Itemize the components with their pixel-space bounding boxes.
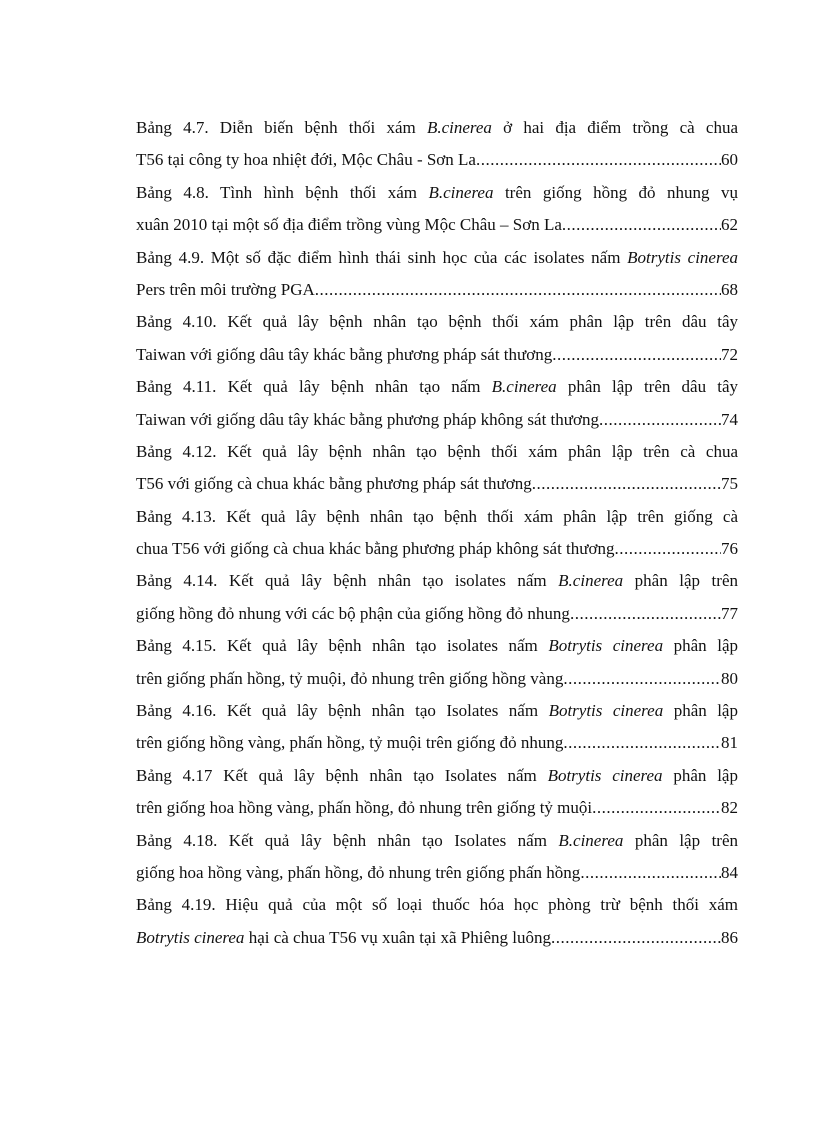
toc-entry-text: Bảng 4.12. Kết quả lây bệnh nhân tạo bệnh thối xám phân lập trên cà chua: [136, 441, 738, 461]
toc-entry-line-2: [136, 598, 738, 630]
toc-entry-italic-text: B.cinerea: [428, 182, 494, 202]
dot-leader: [599, 404, 721, 436]
toc-entry-italic-text: Botrytis cinerea: [548, 701, 664, 721]
toc-page-number: 77: [721, 603, 738, 623]
toc-entry-text: Bảng 4.15. Kết quả lây bệnh nhân tạo isolates nấm: [136, 636, 549, 656]
toc-entry-text: Taiwan với giống dâu tây khác bằng phương pháp sát thương: [136, 344, 553, 364]
toc-entry-line-2: [136, 404, 738, 436]
toc-entry[interactable]: [136, 889, 738, 954]
toc-entry-text: giống hoa hồng vàng, phấn hồng, đỏ nhung trên giống phấn hồng: [136, 862, 581, 882]
toc-entry[interactable]: [136, 306, 738, 371]
toc-entry-text: trên giống hoa hồng vàng, phấn hồng, đỏ nhung trên giống tỷ muội: [136, 798, 593, 818]
toc-entry-italic-text: Botrytis cinerea: [136, 927, 245, 947]
toc-entry-text: trên giống hồng vàng, phấn hồng, tỷ muội trên giống đỏ nhung: [136, 733, 564, 753]
toc-entry-text: Bảng 4.11. Kết quả lây bệnh nhân tạo nấm: [136, 377, 492, 397]
toc-page-number: 86: [721, 927, 738, 947]
toc-entry-text: Bảng 4.13. Kết quả lây bệnh nhân tạo bệnh thối xám phân lập trên giống cà: [136, 506, 738, 526]
dot-leader: [562, 209, 721, 241]
toc-entry-text: Bảng 4.16. Kết quả lây bệnh nhân tạo Isolates nấm: [136, 701, 549, 721]
toc-entry-line-1: [136, 112, 738, 144]
toc-entry-text: Bảng 4.9. Một số đặc điểm hình thái sinh học của các isolates nấm: [136, 247, 628, 267]
toc-entry-text: T56 tại công ty hoa nhiệt đới, Mộc Châu - Sơn La: [136, 150, 476, 170]
toc-entry-line-2: [136, 468, 738, 500]
dot-leader: [592, 792, 721, 824]
toc-entry-text-group: [136, 598, 570, 630]
toc-entry-italic-text: B.cinerea: [558, 571, 624, 591]
toc-entry-text: Bảng 4.17 Kết quả lây bệnh nhân tạo Isolates nấm: [136, 765, 548, 785]
toc-page-number: 68: [721, 279, 738, 299]
toc-entry-line-1: [136, 825, 738, 857]
toc-entry-text: T56 với giống cà chua khác bằng phương pháp sát thương: [136, 474, 532, 494]
toc-entry-text: hại cà chua T56 vụ xuân tại xã Phiêng luông: [244, 927, 551, 947]
toc-entry-text: phân lập: [663, 636, 738, 656]
toc-entry-text-group: [136, 209, 562, 241]
toc-entry-line-1: [136, 242, 738, 274]
dot-leader: [570, 598, 721, 630]
toc-entry-text-group: [136, 339, 552, 371]
toc-entry-italic-text: B.cinerea: [426, 118, 492, 137]
toc-entry-line-1: [136, 565, 738, 597]
toc-entry-text: Bảng 4.7. Diễn biến bệnh thối xám: [136, 118, 427, 137]
toc-entry[interactable]: [136, 371, 738, 436]
toc-entry-line-2: [136, 339, 738, 371]
dot-leader: [563, 663, 721, 695]
toc-entry-text: phân lập: [662, 765, 738, 785]
toc-entry-text: Bảng 4.8. Tình hình bệnh thối xám: [136, 182, 429, 202]
toc-entry-text: xuân 2010 tại một số địa điểm trồng vùng Mộc Châu – Sơn La: [136, 215, 562, 235]
dot-leader: [551, 922, 721, 954]
dot-leader: [614, 533, 721, 565]
toc-page-number: 72: [721, 344, 738, 364]
toc-entry[interactable]: [136, 242, 738, 307]
toc-entry[interactable]: [136, 760, 738, 825]
toc-entry-text: phân lập: [663, 701, 738, 721]
toc-entry-text: ở hai địa điểm trồng cà chua: [491, 118, 738, 137]
toc-page-number: 62: [721, 215, 738, 235]
dot-leader: [532, 468, 721, 500]
dot-leader: [315, 274, 721, 306]
toc-entry-line-2: [136, 857, 738, 889]
toc-entry-text: Pers trên môi trường PGA: [136, 279, 315, 299]
toc-entry-line-1: [136, 306, 738, 338]
toc-entry-text-group: [136, 792, 592, 824]
toc-entry-text: giống hồng đỏ nhung với các bộ phận của giống hồng đỏ nhung: [136, 603, 570, 623]
table-of-tables: [136, 112, 738, 954]
toc-entry-line-1: [136, 371, 738, 403]
toc-entry[interactable]: [136, 825, 738, 890]
toc-entry[interactable]: [136, 630, 738, 695]
toc-entry-line-2: [136, 792, 738, 824]
toc-entry-text: phân lập trên: [623, 571, 738, 591]
toc-page-number: 60: [721, 150, 738, 170]
toc-entry-text: chua T56 với giống cà chua khác bằng phương pháp không sát thương: [136, 539, 615, 559]
toc-entry-line-1: [136, 889, 738, 921]
toc-entry-line-1: [136, 177, 738, 209]
toc-page-number: 76: [721, 539, 738, 559]
toc-entry-text: phân lập trên: [623, 830, 738, 850]
toc-entry[interactable]: [136, 177, 738, 242]
toc-entry-line-1: [136, 501, 738, 533]
toc-entry[interactable]: [136, 112, 738, 177]
toc-entry-italic-text: Botrytis cinerea: [548, 636, 664, 656]
toc-entry-line-2: [136, 144, 738, 176]
toc-entry-text: Bảng 4.19. Hiệu quả của một số loại thuốc hóa học phòng trừ bệnh thối xám: [136, 895, 738, 915]
toc-entry-text: Bảng 4.10. Kết quả lây bệnh nhân tạo bệnh thối xám phân lập trên dâu tây: [136, 312, 738, 332]
toc-entry-italic-text: B.cinerea: [491, 377, 557, 397]
toc-page-number: 82: [721, 798, 738, 818]
dot-leader: [563, 727, 721, 759]
toc-entry-text-group: [136, 857, 580, 889]
toc-entry-text-group: [136, 727, 563, 759]
toc-entry-text: Taiwan với giống dâu tây khác bằng phương pháp không sát thương: [136, 409, 599, 429]
toc-page-number: 84: [721, 862, 738, 882]
toc-entry-italic-text: Botrytis cinerea: [627, 247, 738, 267]
toc-entry-text: trên giống hồng đỏ nhung vụ: [493, 182, 738, 202]
toc-entry[interactable]: [136, 565, 738, 630]
toc-entry-text: Bảng 4.14. Kết quả lây bệnh nhân tạo isolates nấm: [136, 571, 559, 591]
toc-entry-text-group: [136, 663, 563, 695]
toc-entry-text-group: [136, 274, 315, 306]
toc-entry-line-1: [136, 630, 738, 662]
toc-entry-line-2: [136, 727, 738, 759]
toc-entry-line-1: [136, 436, 738, 468]
toc-page-number: 74: [721, 409, 738, 429]
toc-entry-text: phân lập trên dâu tây: [556, 377, 738, 397]
toc-page-number: 80: [721, 668, 738, 688]
toc-entry-text-group: [136, 404, 599, 436]
toc-entry-line-2: [136, 274, 738, 306]
toc-entry-line-2: [136, 533, 738, 565]
dot-leader: [580, 857, 721, 889]
toc-entry-line-2: [136, 209, 738, 241]
toc-page-number: 81: [721, 733, 738, 753]
toc-entry-text: Bảng 4.18. Kết quả lây bệnh nhân tạo Isolates nấm: [136, 830, 559, 850]
toc-entry[interactable]: [136, 695, 738, 760]
toc-entry-text-group: [136, 922, 551, 954]
toc-entry-text: trên giống phấn hồng, tỷ muội, đỏ nhung trên giống hồng vàng: [136, 668, 564, 688]
dot-leader: [552, 339, 721, 371]
toc-entry-italic-text: B.cinerea: [558, 830, 624, 850]
toc-entry-line-2: [136, 922, 738, 954]
toc-entry-text-group: [136, 144, 476, 176]
toc-entry[interactable]: [136, 501, 738, 566]
toc-entry[interactable]: [136, 436, 738, 501]
toc-entry-line-1: [136, 695, 738, 727]
toc-entry-text-group: [136, 468, 532, 500]
toc-entry-italic-text: Botrytis cinerea: [547, 765, 663, 785]
toc-entry-line-2: [136, 663, 738, 695]
dot-leader: [476, 144, 721, 176]
toc-page-number: 75: [721, 474, 738, 494]
toc-entry-line-1: [136, 760, 738, 792]
toc-entry-text-group: [136, 533, 614, 565]
